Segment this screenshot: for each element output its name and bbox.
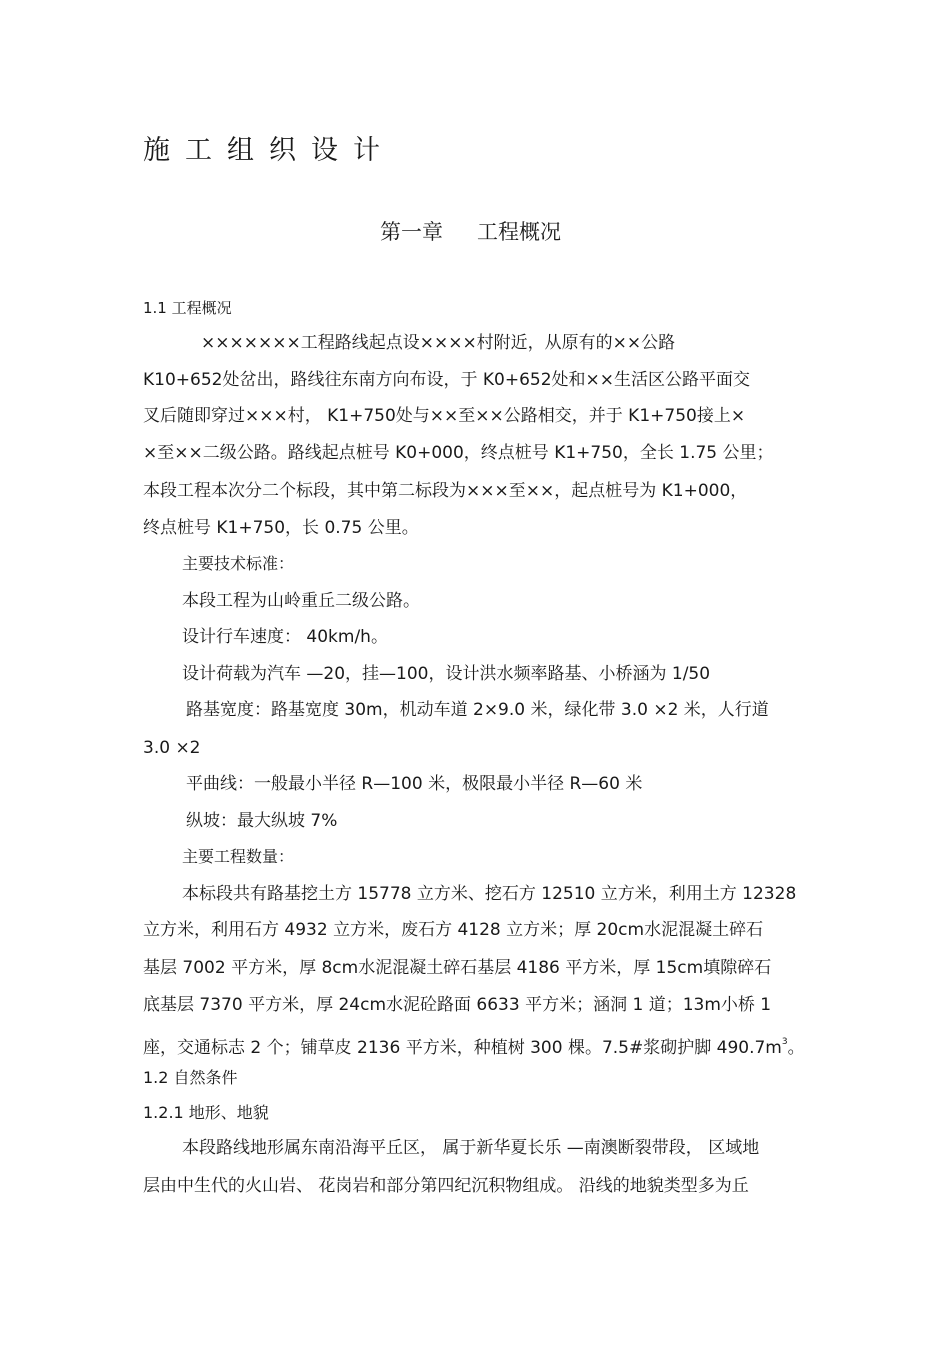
volume-period: 。 [787,1038,805,1058]
section-heading-1-2: 1.2 自然条件 [143,1068,238,1087]
section-heading-1-2-1: 1.2.1 地形、地貌 [143,1103,269,1122]
paragraph-line: 层由中生代的火山岩、 花岗岩和部分第四纪沉积物组成。 沿线的地貌类型多为丘 [143,1176,749,1196]
paragraph-line: 平曲线：一般最小半径 R—100 米，极限最小半径 R—60 米 [186,774,643,794]
paragraph-line: ×至××二级公路。路线起点桩号 K0+000，终点桩号 K1+750，全长 1.75 公里； [143,443,774,463]
superscript-three: 3 [781,1037,788,1047]
paragraph-line: 本标段共有路基挖土方 15778 立方米、挖石方 12510 立方米，利用土方 12328 [182,884,797,904]
paragraph-line: 立方米，利用石方 4932 立方米，废石方 4128 立方米；厚 20cm水泥混凝土碎石 [143,920,764,940]
paragraph-line-volume [143,1030,805,1060]
paragraph-line: 本段工程本次分二个标段，其中第二标段为×××至××，起点桩号为 K1+000， [143,481,748,501]
volume-text: 座，交通标志 2 个；铺草皮 2136 平方米，种植树 300 棵。7.5#浆砌护脚 490.7m [143,1038,782,1058]
paragraph-line: 终点桩号 K1+750，长 0.75 公里。 [143,518,419,538]
chapter-number: 第一章 [380,220,443,244]
subheading-tech-standards: 主要技术标准： [182,554,295,573]
paragraph-line: 路基宽度：路基宽度 30m，机动车道 2×9.0 米，绿化带 3.0 ×2 米，人行道 [186,700,769,720]
paragraph-line: ×××××××工程路线起点设××××村附近，从原有的××公路 [201,333,676,353]
paragraph-line: 纵坡：最大纵坡 7% [186,811,338,831]
paragraph-line: 底基层 7370 平方米，厚 24cm水泥砼路面 6633 平方米；涵洞 1 道；13m小桥 1 [143,995,772,1015]
paragraph-line: K10+652处岔出，路线往东南方向布设，于 K0+652处和××生活区公路平面交 [143,370,751,390]
chapter-heading [380,216,561,246]
paragraph-line: 3.0 ×2 [143,738,201,758]
chapter-name: 工程概况 [477,220,561,244]
paragraph-line: 叉后随即穿过×××村， K1+750处与××至××公路相交，并于 K1+750接上× [143,406,746,426]
paragraph-line: 设计行车速度： 40km/h。 [182,627,388,647]
document-title: 施工组织设计 [143,135,395,166]
paragraph-line: 本段路线地形属东南沿海平丘区， 属于新华夏长乐 —南澳断裂带段， 区域地 [182,1138,760,1158]
paragraph-line: 设计荷载为汽车 —20，挂—100，设计洪水频率路基、小桥涵为 1/50 [182,664,711,684]
paragraph-line: 基层 7002 平方米，厚 8cm水泥混凝土碎石基层 4186 平方米，厚 15cm填隙碎石 [143,958,772,978]
section-heading-1-1: 1.1 工程概况 [143,299,232,317]
subheading-quantities: 主要工程数量： [182,847,295,866]
paragraph-line: 本段工程为山岭重丘二级公路。 [182,591,420,611]
